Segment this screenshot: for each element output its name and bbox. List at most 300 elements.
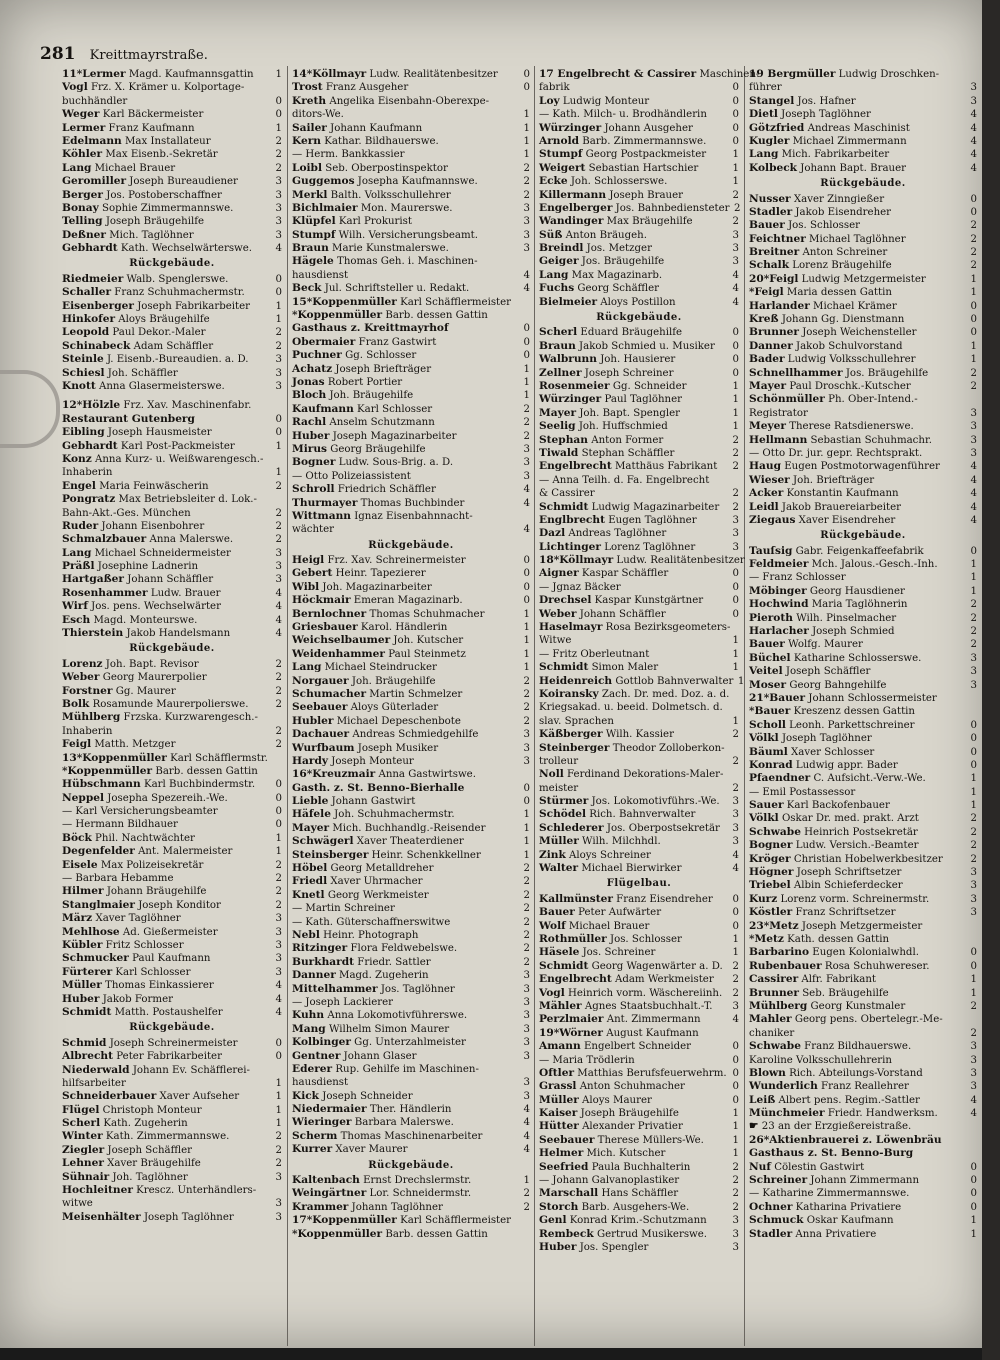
resident-name: Nuf <box>749 1160 771 1173</box>
directory-entry <box>292 122 530 135</box>
resident-name: Amann <box>539 1040 581 1053</box>
floor-number <box>730 621 741 634</box>
resident-name: Kübler <box>62 939 103 951</box>
directory-entry <box>62 507 282 520</box>
floor-number: 0 <box>732 135 739 147</box>
directory-entry <box>749 558 977 571</box>
entry-text: Ziegler Joseph Schäffler <box>62 1143 193 1156</box>
resident-name: 23*Metz <box>749 919 799 932</box>
floor-number: 4 <box>732 863 739 875</box>
entry-text: Bader Ludwig Volksschullehrer <box>749 353 916 366</box>
entry-text: Schmidt Ludwig Magazinarbeiter <box>539 500 720 513</box>
resident-name: 19*Wörner <box>539 1026 603 1039</box>
directory-entry <box>749 460 977 473</box>
resident-name: Marschall <box>539 1187 599 1200</box>
entry-text: Rothmüller Jos. Schlosser <box>539 933 682 945</box>
directory-entry <box>539 1174 739 1187</box>
resident-name: Berger <box>62 188 104 201</box>
directory-entry <box>749 571 977 584</box>
floor-number: 2 <box>275 162 282 174</box>
directory-entry <box>749 946 977 959</box>
entry-text: — Barbara Hebamme <box>62 873 174 885</box>
directory-entry <box>62 122 282 135</box>
resident-name: Fürterer <box>62 965 113 978</box>
directory-entry <box>62 353 282 366</box>
entry-text: Seebauer Therese Müllers-We. <box>539 1133 704 1146</box>
entry-text: Stadler Anna Privatiere <box>749 1227 877 1240</box>
directory-entry <box>62 587 282 600</box>
entry-text: Vogl Frz. X. Krämer u. Kolportage- <box>62 81 245 94</box>
floor-number <box>966 1134 977 1147</box>
directory-entry <box>292 715 530 728</box>
entry-text: Stadler Jakob Eisendreher <box>749 205 892 218</box>
resident-name: Nusser <box>749 192 791 205</box>
entry-text: Hubler Michael Depeschenbote <box>292 714 461 727</box>
resident-name: Schmidt <box>62 1005 112 1018</box>
floor-number: 0 <box>732 1067 739 1079</box>
directory-entry <box>292 808 530 821</box>
entry-text: Schlederer Jos. Oberpostsekretär <box>539 821 720 834</box>
resident-name: Eisenberger <box>62 299 134 312</box>
entry-text: Loy Ludwig Monteur <box>539 94 650 107</box>
resident-name: Rembeck <box>539 1227 594 1240</box>
resident-name: 16*Kreuzmair <box>292 768 376 781</box>
floor-number: 3 <box>275 940 282 951</box>
floor-number: 4 <box>970 109 977 121</box>
entry-text: Konz Anna Kurz- u. Weißwarengesch.- <box>62 452 264 465</box>
entry-text: Schmidt Simon Maler <box>539 661 659 674</box>
floor-number: 2 <box>275 1131 282 1143</box>
floor-number <box>271 752 282 765</box>
directory-entry <box>62 698 282 711</box>
floor-number: 3 <box>970 421 977 433</box>
directory-entry <box>539 987 739 1000</box>
floor-number: 0 <box>970 193 977 205</box>
floor-number: 3 <box>732 1215 739 1227</box>
directory-entry <box>539 108 739 121</box>
directory-entry <box>292 1063 530 1076</box>
resident-name: Weingärtner <box>292 1187 367 1200</box>
floor-number: 2 <box>970 367 977 379</box>
entry-text: Weber Johann Schäffler <box>539 607 666 620</box>
directory-entry <box>539 715 739 728</box>
directory-entry <box>749 286 977 299</box>
entry-text: Huber Joseph Magazinarbeiter <box>292 429 457 442</box>
directory-entry <box>292 135 530 148</box>
section-heading: Rückgebäude. <box>820 178 906 190</box>
floor-number: 4 <box>275 980 282 992</box>
resident-name: Sailer <box>292 121 327 134</box>
resident-name: Haselmayr <box>539 621 603 634</box>
directory-entry <box>539 326 739 339</box>
floor-number: 2 <box>275 658 282 670</box>
resident-name: Schwabe <box>749 825 801 838</box>
entry-text: Schreiner Johann Zimmermann <box>749 1174 920 1187</box>
resident-name: Seebauer <box>539 1133 595 1146</box>
resident-name: Schmidt <box>539 959 589 972</box>
floor-number: 0 <box>275 819 282 831</box>
resident-name: Hütter <box>539 1120 579 1133</box>
resident-name: Bogner <box>292 456 336 469</box>
directory-entry <box>292 1103 530 1116</box>
directory-entry <box>539 122 739 135</box>
floor-number: 1 <box>275 467 282 479</box>
directory-entry <box>539 407 739 420</box>
directory-entry <box>539 162 739 175</box>
entry-text: Bolk Rosamunde Maurerpolierswe. <box>62 697 249 710</box>
floor-number: 1 <box>732 421 739 433</box>
directory-entry <box>62 202 282 215</box>
floor-number: 2 <box>275 886 282 898</box>
entry-text: Höbel Georg Metalldreher <box>292 862 434 875</box>
floor-number: 3 <box>732 1241 739 1253</box>
floor-number: 2 <box>275 698 282 710</box>
entry-text: *Metz Kath. dessen Gattin <box>749 933 890 945</box>
resident-name: Ritzinger <box>292 942 348 955</box>
directory-entry <box>292 269 530 282</box>
floor-number: 2 <box>523 876 530 888</box>
entry-text: Süß Anton Bräugeh. <box>539 228 647 241</box>
entry-text: Koiransky Zach. Dr. med. Doz. a. d. <box>539 687 730 700</box>
floor-number: 2 <box>275 520 282 532</box>
entry-text: Moser Georg Bahngehilfe <box>749 678 887 691</box>
entry-text: Gentner Johann Glaser <box>292 1049 417 1062</box>
directory-entry <box>62 340 282 353</box>
resident-name: Drechsel <box>539 594 592 607</box>
floor-number: 3 <box>275 202 282 214</box>
directory-entry <box>539 95 739 108</box>
floor-number: 1 <box>732 635 739 647</box>
directory-entry <box>749 148 977 161</box>
resident-name: Cassirer <box>749 973 799 986</box>
floor-number: 2 <box>732 987 739 999</box>
floor-number: 1 <box>523 135 530 147</box>
resident-name: Seebauer <box>292 701 348 714</box>
entry-text: *Feigl Maria dessen Gattin <box>749 286 892 299</box>
resident-name: Stanglmaier <box>62 898 135 911</box>
resident-name: Schiesl <box>62 366 105 379</box>
entry-text: Forstner Gg. Maurer <box>62 684 176 697</box>
entry-text: Grassl Anton Schuhmacher <box>539 1080 685 1093</box>
floor-number: 0 <box>970 1175 977 1187</box>
entry-text: Berger Jos. Postoberschaffner <box>62 188 222 201</box>
entry-text: Drechsel Kaspar Kunstgärtner <box>539 594 704 607</box>
directory-entry <box>62 81 282 94</box>
resident-name: Weber <box>62 671 100 684</box>
directory-entry <box>539 487 739 500</box>
entry-text: Perzlmaier Ant. Zimmermann <box>539 1013 701 1026</box>
floor-number: 4 <box>523 484 530 496</box>
entry-text: Kaiser Joseph Bräugehilfe <box>539 1107 679 1120</box>
floor-number: 0 <box>523 782 530 794</box>
floor-number <box>271 493 282 506</box>
entry-text: Wurfbaum Joseph Musiker <box>292 741 439 754</box>
floor-number: 2 <box>732 974 739 986</box>
entry-text: Kübler Fritz Schlosser <box>62 939 184 951</box>
directory-entry <box>749 326 977 339</box>
directory-entry <box>62 520 282 533</box>
directory-entry <box>749 81 977 94</box>
entry-text: Arnold Barb. Zimmermannswe. <box>539 134 707 147</box>
floor-number: 2 <box>734 202 741 214</box>
directory-entry <box>292 701 530 714</box>
resident-name: Gasth. z. St. Benno-Bierhalle <box>292 781 465 794</box>
resident-name: Steinberger <box>539 741 610 754</box>
resident-name: Wolf <box>539 919 566 932</box>
resident-name: Bauer <box>749 638 785 651</box>
directory-entry <box>539 862 739 875</box>
entry-text: Puchner Gg. Schlosser <box>292 349 417 362</box>
directory-entry <box>292 497 530 510</box>
entry-text: führer <box>749 82 782 94</box>
resident-name: Huber <box>539 1240 577 1253</box>
entry-text: Lieble Johann Gastwirt <box>292 795 416 808</box>
entry-text: Esch Magd. Monteurswe. <box>62 613 198 626</box>
directory-entry <box>749 162 977 175</box>
directory-entry <box>539 973 739 986</box>
entry-text: Marschall Hans Schäffler <box>539 1187 679 1200</box>
resident-name: 18*Köllmayr <box>539 554 614 567</box>
entry-text: Schaller Franz Schuhmachermstr. <box>62 286 245 299</box>
directory-entry <box>292 996 530 1009</box>
directory-entry <box>62 832 282 845</box>
floor-number: 1 <box>275 314 282 326</box>
resident-name: Stephan <box>539 433 588 446</box>
directory-entry <box>749 960 977 973</box>
resident-name: Niederwald <box>62 1063 130 1076</box>
floor-number: 3 <box>970 447 977 459</box>
directory-entry <box>292 1009 530 1022</box>
directory-entry <box>749 625 977 638</box>
floor-number: 1 <box>970 354 977 366</box>
entry-text: *Bauer Kreszenz dessen Gattin <box>749 705 915 718</box>
directory-entry <box>62 725 282 738</box>
floor-number: 3 <box>523 457 530 469</box>
resident-name: Hilmer <box>62 885 104 898</box>
directory-entry <box>749 866 977 879</box>
entry-text: Mahler Georg pens. Obertelegr.-Me- <box>749 1013 943 1026</box>
floor-number: 4 <box>732 296 739 308</box>
directory-entry <box>749 719 977 732</box>
resident-name: Klüpfel <box>292 215 336 228</box>
entry-text: Weidenhammer Paul Steinmetz <box>292 647 466 660</box>
resident-name: Zink <box>539 848 566 861</box>
entry-text: — Joseph Lackierer <box>292 996 393 1008</box>
directory-entry <box>539 893 739 906</box>
entry-text: Münchmeier Friedr. Handwerksm. <box>749 1107 938 1120</box>
resident-name: Tiwald <box>539 446 579 459</box>
directory-entry <box>62 1117 282 1130</box>
resident-name: Kaiser <box>539 1107 578 1120</box>
entry-text: 23*Metz Joseph Metzgermeister <box>749 919 923 932</box>
entry-text: Sailer Johann Kaufmann <box>292 121 423 134</box>
directory-entry <box>749 407 977 420</box>
directory-entry <box>292 416 530 429</box>
floor-number: 3 <box>275 229 282 241</box>
floor-number: 4 <box>970 488 977 500</box>
entry-text: Schmid Joseph Schreinermeister <box>62 1036 238 1049</box>
resident-name: Harlacher <box>749 625 809 638</box>
directory-entry <box>539 242 739 255</box>
directory-entry <box>539 282 739 295</box>
entry-text: Wieringer Barbara Malerswe. <box>292 1116 454 1129</box>
floor-number: 1 <box>970 572 977 584</box>
resident-name: Rosenhammer <box>62 586 148 599</box>
floor-number: 0 <box>970 1188 977 1200</box>
directory-entry <box>292 1036 530 1049</box>
resident-name: Heigl <box>292 554 325 567</box>
entry-text: — Kath. Milch- u. Brodhändlerin <box>539 109 707 121</box>
floor-number: 2 <box>523 403 530 415</box>
floor-number: 3 <box>732 822 739 834</box>
directory-entry <box>292 875 530 888</box>
directory-entry <box>62 1171 282 1184</box>
resident-name: Bauer <box>749 219 785 232</box>
floor-number: 0 <box>523 796 530 808</box>
floor-number: 1 <box>970 559 977 571</box>
entry-text: Kriegsakad. u. beeid. Dolmetsch. d. <box>539 702 723 714</box>
entry-text: Stanglmaier Joseph Konditor <box>62 898 221 911</box>
entry-text: Englbrecht Eugen Taglöhner <box>539 513 697 526</box>
entry-text: Lang Mich. Fabrikarbeiter <box>749 148 890 161</box>
floor-number: 4 <box>732 283 739 295</box>
floor-number: 3 <box>970 95 977 107</box>
resident-name: Mayer <box>292 821 330 834</box>
resident-name: 14*Köllmayr <box>292 68 367 80</box>
floor-number: 3 <box>732 796 739 808</box>
entry-text: Engelbrecht Adam Werkmeister <box>539 973 714 986</box>
floor-number: 3 <box>970 1054 977 1066</box>
resident-name: Gebert <box>292 567 333 580</box>
floor-number: 1 <box>970 773 977 785</box>
directory-entry <box>62 926 282 939</box>
entry-text: Ederer Rup. Gehilfe im Maschinen- <box>292 1062 479 1075</box>
floor-number <box>519 1228 530 1241</box>
entry-text: Bichlmaier Mon. Maurerswe. <box>292 201 453 214</box>
resident-name: Moser <box>749 678 787 691</box>
street-heading: Kreittmayrstraße. <box>89 48 208 63</box>
directory-entry <box>749 1201 977 1214</box>
resident-name: Völkl <box>749 812 779 825</box>
entry-text: hausdienst <box>292 269 349 281</box>
floor-number: 3 <box>275 913 282 925</box>
directory-entry <box>539 906 739 919</box>
floor-number: 4 <box>970 135 977 147</box>
floor-number: 3 <box>732 541 739 553</box>
directory-entry <box>62 1104 282 1117</box>
resident-name: Stumpf <box>292 228 336 241</box>
directory-entry <box>539 688 739 701</box>
directory-entry <box>292 862 530 875</box>
directory-entry <box>292 162 530 175</box>
floor-number: 2 <box>275 685 282 697</box>
entry-text <box>62 413 195 426</box>
resident-name: Dachauer <box>292 728 350 741</box>
directory-entry <box>62 966 282 979</box>
resident-name: Möbinger <box>749 584 807 597</box>
floor-number: 2 <box>275 327 282 339</box>
floor-number: 3 <box>523 742 530 754</box>
resident-name: Friedl <box>292 875 328 888</box>
entry-text: Nebl Heinr. Photograph <box>292 929 419 941</box>
directory-entry <box>292 755 530 768</box>
resident-name: Schmid <box>62 1036 107 1049</box>
directory-entry <box>539 527 739 540</box>
floor-number: 2 <box>970 813 977 825</box>
entry-text: Niederwald Johann Ev. Schäfflerei- <box>62 1063 250 1076</box>
entry-text: 15*Koppenmüller Karl Schäfflermeister <box>292 295 512 308</box>
entry-text: Mühlberg Frzska. Kurzwarengesch.- <box>62 711 258 724</box>
floor-number <box>519 95 530 108</box>
resident-name: Sühnair <box>62 1170 110 1183</box>
resident-name: Thierstein <box>62 627 124 640</box>
resident-name: Mühlberg <box>62 711 121 724</box>
floor-number: 1 <box>523 836 530 848</box>
floor-number: 3 <box>970 880 977 892</box>
entry-text: Danner Jakob Schulvorstand <box>749 339 903 352</box>
floor-number: 0 <box>523 595 530 607</box>
entry-text: Zellner Joseph Schreiner <box>539 366 674 379</box>
directory-entry <box>62 326 282 339</box>
entry-text: Lang Michael Steindrucker <box>292 661 437 674</box>
entry-text: Stumpf Georg Postpackmeister <box>539 148 707 161</box>
directory-entry <box>749 1228 977 1241</box>
directory-entry <box>292 202 530 215</box>
entry-text: Amann Engelbert Schneider <box>539 1040 692 1053</box>
floor-number: 0 <box>970 1201 977 1213</box>
floor-number: 0 <box>275 413 282 425</box>
floor-number: 0 <box>732 568 739 580</box>
entry-text: Wandinger Max Bräugehilfe <box>539 215 693 228</box>
directory-entry <box>749 1161 977 1174</box>
resident-name: Ziegaus <box>749 513 796 526</box>
floor-number: 3 <box>523 983 530 995</box>
entry-text: Witwe <box>539 635 572 647</box>
entry-text: 19 Bergmüller Ludwig Droschken- <box>749 68 940 80</box>
floor-number: 2 <box>275 1158 282 1170</box>
floor-number: 3 <box>275 1198 282 1210</box>
floor-number <box>966 1147 977 1160</box>
floor-number <box>966 1120 977 1133</box>
resident-name: Killermann <box>539 188 607 201</box>
resident-name: Geromiller <box>62 175 127 188</box>
directory-entry <box>539 514 739 527</box>
resident-name: Mehlhose <box>62 925 120 938</box>
resident-name: Höbel <box>292 862 328 875</box>
entry-text: Hochwind Maria Taglöhnerin <box>749 598 908 611</box>
resident-name: Scherl <box>539 326 578 339</box>
directory-entry <box>539 755 739 768</box>
entry-text: Schmuck Oskar Kaufmann <box>749 1214 894 1227</box>
entry-text: Müller Aloys Maurer <box>539 1093 652 1106</box>
directory-entry <box>292 68 530 81</box>
floor-number <box>728 768 739 781</box>
entry-text: Degenfelder Ant. Malermeister <box>62 845 233 858</box>
resident-name: Albrecht <box>62 1050 114 1063</box>
entry-text: Schiesl Joh. Schäffler <box>62 366 178 379</box>
directory-entry <box>292 782 530 795</box>
resident-name: Lang <box>749 148 779 161</box>
resident-name: Schönmüller <box>749 393 825 406</box>
resident-name: Schaller <box>62 286 112 299</box>
floor-number: 2 <box>523 702 530 714</box>
resident-name: Engelbrecht <box>539 973 612 986</box>
entry-text: Harlander Michael Krämer <box>749 299 897 312</box>
resident-name: Restaurant Gutenberg <box>62 412 195 425</box>
resident-name: Hartgaßer <box>62 573 124 586</box>
resident-name: Stadler <box>749 1227 793 1240</box>
floor-number: 2 <box>523 956 530 968</box>
